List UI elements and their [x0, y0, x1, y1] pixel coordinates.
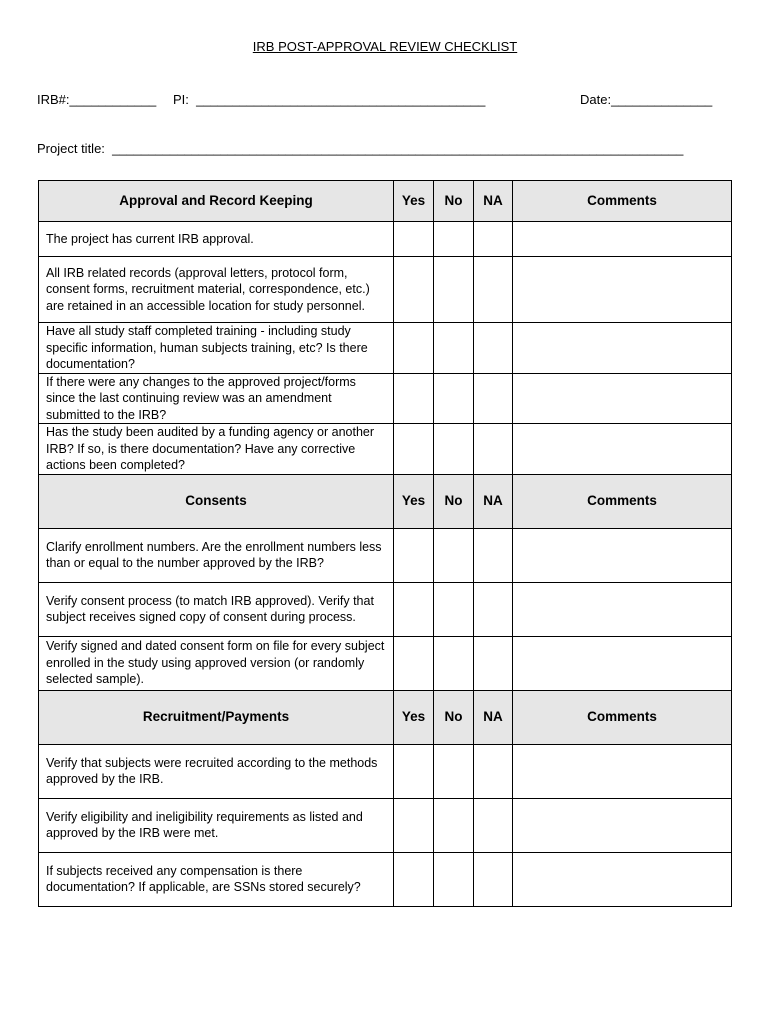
comments-column-header: Comments: [513, 474, 732, 528]
comments-field[interactable]: [513, 323, 732, 374]
checklist-item-text: Has the study been audited by a funding agency or another IRB? If so, is there documentation? Have any corrective actions been completed?: [39, 424, 394, 475]
no-checkbox[interactable]: [434, 582, 474, 636]
checklist-row: [39, 636, 732, 690]
section-header-row: [39, 690, 732, 744]
checklist-row: [39, 744, 732, 798]
checklist-row: [39, 582, 732, 636]
no-checkbox[interactable]: [434, 373, 474, 424]
no-column-header: No: [434, 474, 474, 528]
yes-checkbox[interactable]: [394, 257, 434, 323]
na-checkbox[interactable]: [474, 424, 513, 475]
comments-field[interactable]: [513, 744, 732, 798]
yes-column-header: Yes: [394, 474, 434, 528]
checklist-row: [39, 323, 732, 374]
no-checkbox[interactable]: [434, 636, 474, 690]
comments-field[interactable]: [513, 424, 732, 475]
no-checkbox[interactable]: [434, 852, 474, 906]
checklist-row: [39, 852, 732, 906]
checklist-row: [39, 373, 732, 424]
yes-checkbox[interactable]: [394, 636, 434, 690]
na-column-header: NA: [474, 181, 513, 222]
section-heading: Consents: [39, 474, 394, 528]
checklist-item-text: Verify consent process (to match IRB approved). Verify that subject receives signed copy of consent during process.: [39, 582, 394, 636]
yes-checkbox[interactable]: [394, 852, 434, 906]
na-checkbox[interactable]: [474, 323, 513, 374]
yes-column-header: Yes: [394, 690, 434, 744]
yes-checkbox[interactable]: [394, 582, 434, 636]
page-title: IRB POST-APPROVAL REVIEW CHECKLIST: [252, 39, 518, 54]
checklist-row: [39, 257, 732, 323]
project-title-field[interactable]: Project title: _______________________________________________________________________________: [37, 141, 684, 156]
checklist-item-text: Clarify enrollment numbers. Are the enrollment numbers less than or equal to the number approved by the IRB?: [39, 528, 394, 582]
yes-checkbox[interactable]: [394, 798, 434, 852]
comments-column-header: Comments: [513, 690, 732, 744]
checklist-item-text: Verify eligibility and ineligibility requirements as listed and approved by the IRB were met.: [39, 798, 394, 852]
section-heading: Approval and Record Keeping: [39, 181, 394, 222]
no-checkbox[interactable]: [434, 798, 474, 852]
na-column-header: NA: [474, 690, 513, 744]
no-checkbox[interactable]: [434, 323, 474, 374]
checklist-item-text: All IRB related records (approval letters, protocol form, consent forms, recruitment material, correspondence, etc.) are retained in an accessible location for study personnel.: [39, 257, 394, 323]
na-column-header: NA: [474, 474, 513, 528]
yes-checkbox[interactable]: [394, 373, 434, 424]
irb-number-field[interactable]: IRB#:____________: [37, 92, 157, 107]
na-checkbox[interactable]: [474, 582, 513, 636]
no-checkbox[interactable]: [434, 222, 474, 257]
comments-field[interactable]: [513, 528, 732, 582]
checklist-item-text: The project has current IRB approval.: [39, 222, 394, 257]
checklist-row: [39, 424, 732, 475]
date-field[interactable]: Date:______________: [580, 92, 713, 107]
no-checkbox[interactable]: [434, 257, 474, 323]
no-column-header: No: [434, 690, 474, 744]
checklist-table: [38, 180, 732, 907]
pi-field[interactable]: PI: ________________________________________: [173, 92, 486, 107]
na-checkbox[interactable]: [474, 852, 513, 906]
no-checkbox[interactable]: [434, 424, 474, 475]
checklist-row: [39, 222, 732, 257]
comments-field[interactable]: [513, 852, 732, 906]
comments-field[interactable]: [513, 373, 732, 424]
yes-checkbox[interactable]: [394, 222, 434, 257]
yes-checkbox[interactable]: [394, 323, 434, 374]
section-heading: Recruitment/Payments: [39, 690, 394, 744]
checklist-item-text: If subjects received any compensation is there documentation? If applicable, are SSNs stored securely?: [39, 852, 394, 906]
yes-checkbox[interactable]: [394, 744, 434, 798]
comments-field[interactable]: [513, 636, 732, 690]
comments-field[interactable]: [513, 222, 732, 257]
na-checkbox[interactable]: [474, 373, 513, 424]
na-checkbox[interactable]: [474, 744, 513, 798]
comments-field[interactable]: [513, 582, 732, 636]
na-checkbox[interactable]: [474, 528, 513, 582]
comments-column-header: Comments: [513, 181, 732, 222]
section-header-row: [39, 474, 732, 528]
yes-column-header: Yes: [394, 181, 434, 222]
comments-field[interactable]: [513, 257, 732, 323]
comments-field[interactable]: [513, 798, 732, 852]
yes-checkbox[interactable]: [394, 528, 434, 582]
section-header-row: [39, 181, 732, 222]
na-checkbox[interactable]: [474, 636, 513, 690]
checklist-item-text: If there were any changes to the approved project/forms since the last continuing review was an amendment submitted to the IRB?: [39, 373, 394, 424]
yes-checkbox[interactable]: [394, 424, 434, 475]
no-checkbox[interactable]: [434, 744, 474, 798]
no-checkbox[interactable]: [434, 528, 474, 582]
na-checkbox[interactable]: [474, 222, 513, 257]
na-checkbox[interactable]: [474, 257, 513, 323]
checklist-row: [39, 798, 732, 852]
no-column-header: No: [434, 181, 474, 222]
checklist-row: [39, 528, 732, 582]
checklist-item-text: Have all study staff completed training - including study specific information, human subjects training, etc? Is there documentation?: [39, 323, 394, 374]
checklist-item-text: Verify signed and dated consent form on file for every subject enrolled in the study using approved version (or randomly selected sample).: [39, 636, 394, 690]
checklist-item-text: Verify that subjects were recruited according to the methods approved by the IRB.: [39, 744, 394, 798]
na-checkbox[interactable]: [474, 798, 513, 852]
